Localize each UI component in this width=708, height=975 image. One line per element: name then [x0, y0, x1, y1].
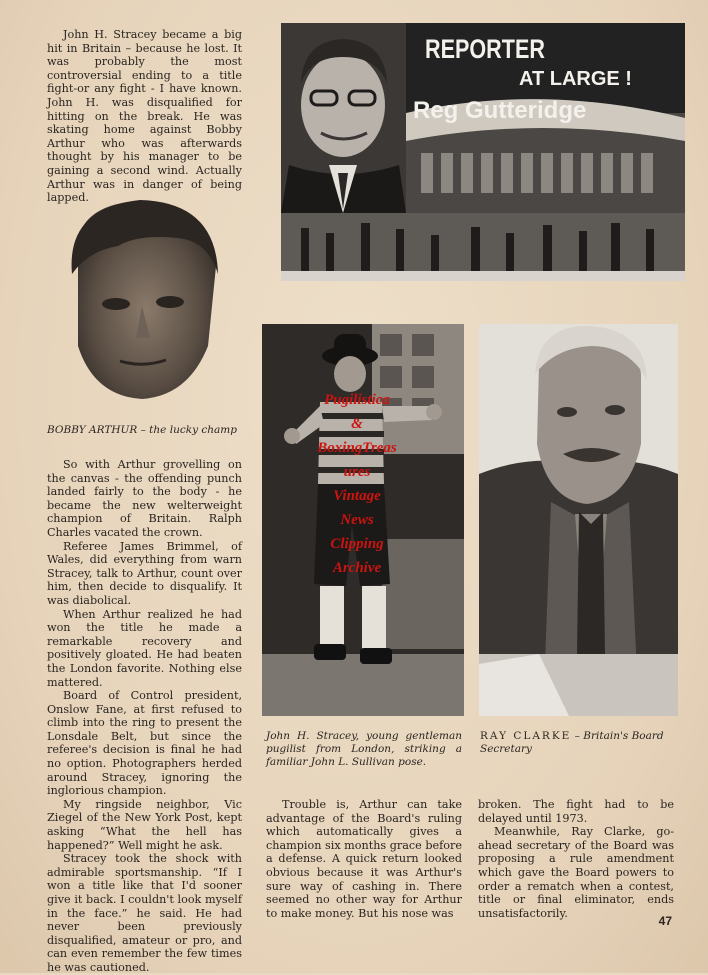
paragraph: Referee James Brimmel, of Wales, did everything from warn Stracey, talk to Arthur, count over him, then decide to disqualify. It was diabolical. — [47, 539, 242, 607]
paragraph: Stracey took the shock with admirable sportsmanship. “If I won a title like that I'd sooner give it back. I couldn't look myself in the face.” he said. He had never been previously disqualified, amateur or pro, and can even remember the few times he was cautioned. — [47, 852, 242, 974]
watermark-line: & — [351, 416, 363, 432]
paragraph: Board of Control president, Onslow Fane, at first refused to climb into the ring to present the Lonsdale Belt, but since the referee's decision is final he had no option. Photographers herded around Stracey, ignoring the inglorious champion. — [47, 689, 242, 798]
paragraph: So with Arthur grovelling on the canvas - the offending punch landed fairly to the body - he became the new welterweight champion of Britain. Ralph Charles vacated the crown. — [47, 458, 242, 539]
intro-text — [47, 28, 242, 205]
watermark-line: Archive — [332, 560, 382, 576]
paragraph: broken. The fight had to be delayed until 1973. — [478, 798, 674, 825]
watermark-line: Pugilistica — [324, 392, 390, 408]
paragraph: When Arthur realized he had won the title he made a remarkable recovery and positively gloated. He had beaten the London favorite. Nothing else mattered. — [47, 607, 242, 689]
paragraph: My ringside neighbor, Vic Ziegel of the New York Post, kept asking “What the hell has happened?” Well might he ask. — [47, 797, 242, 852]
bobby-arthur-caption: BOBBY ARTHUR – the lucky champ — [47, 424, 237, 436]
watermark-line: BoxingTreas — [317, 440, 397, 456]
column1-text — [47, 458, 242, 975]
paragraph: Meanwhile, Ray Clarke, go-ahead secretary of the Board was proposing a rule amendment which gave the Board powers to order a rematch when a contest, title or final eliminator, ends unsatisfactorily. — [478, 825, 674, 920]
watermark-line: Vintage — [333, 488, 381, 504]
watermark-line: Clipping — [330, 536, 384, 552]
ray-clarke-caption — [480, 730, 676, 756]
bobby-arthur-photo — [58, 196, 226, 401]
banner-reporter-name: Reg Gutteridge — [413, 97, 587, 124]
page-number: 47 — [658, 914, 672, 928]
archive-watermark — [282, 388, 432, 580]
banner-title-line2: AT LARGE ! — [519, 68, 632, 90]
column2-text — [266, 798, 462, 920]
reporter-at-large-banner — [281, 23, 685, 281]
ray-clarke-caption-text: – Britain's Board Secretary — [480, 730, 664, 755]
column3-text — [478, 798, 674, 920]
paragraph: John H. Stracey became a big hit in Britain – because he lost. It was probably the most controversial ending to a title fight-or any fight - I have known. John H. was disqualified for hitting on the break. He was skating home against Bobby Arthur who was afterwards thought by his manager to be gaining a second wind. Actually Arthur was in danger of being lapped. — [47, 28, 242, 205]
stracey-caption: John H. Stracey, young gentleman pugilist from London, striking a familiar John L. Sullivan pose. — [266, 730, 462, 768]
ray-clarke-caption-name: RAY CLARKE — [480, 730, 572, 742]
watermark-line: ures — [343, 464, 371, 480]
banner-title-line1: REPORTER — [425, 35, 545, 65]
paragraph: Trouble is, Arthur can take advantage of the Board's ruling which automatically gives a champion six months grace before a defense. A quick return looked obvious because it was Arthur's sure way of cashing in. There seemed no other way for Arthur to make money. But his nose was — [266, 798, 462, 920]
watermark-line: News — [340, 512, 374, 528]
ray-clarke-photo — [479, 324, 678, 716]
